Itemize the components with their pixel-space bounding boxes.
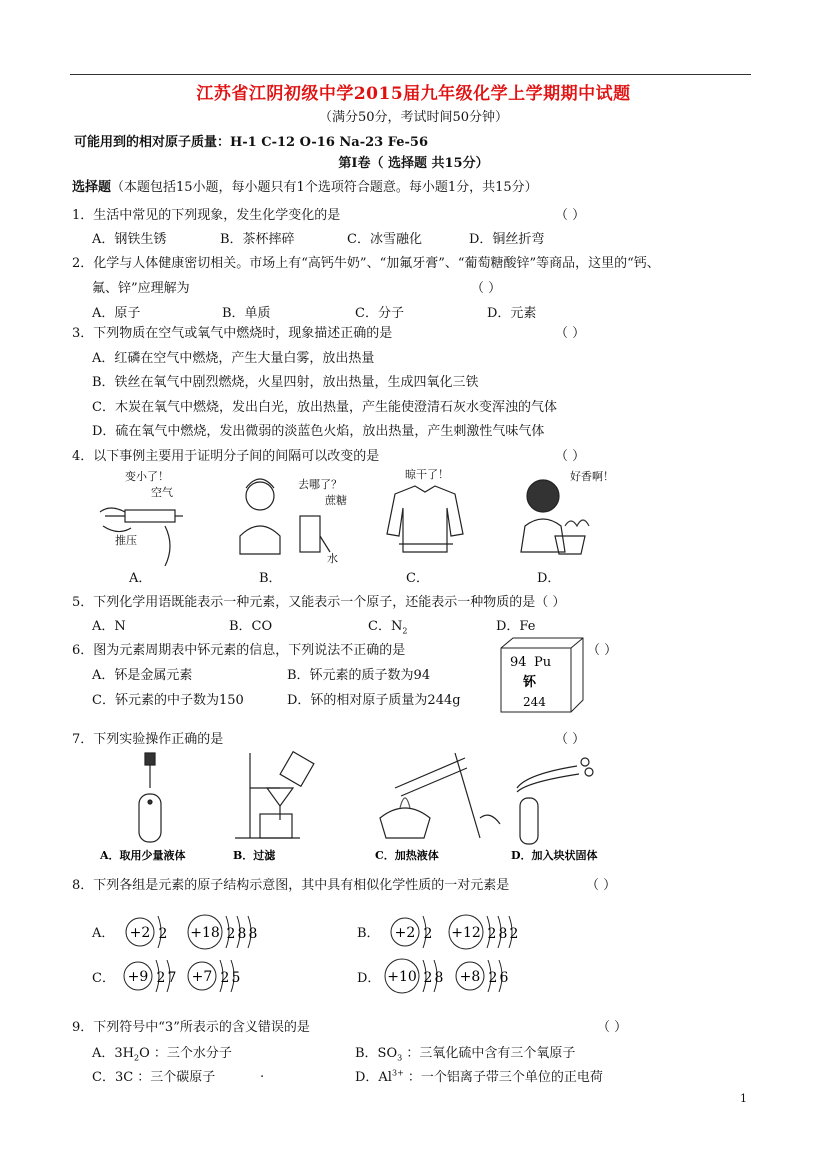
q5-stem: 5．下列化学用语既能表示一种元素，又能表示一个原子，还能表示一种物质的是（ ）: [72, 595, 566, 610]
q3-answer-paren: （ ）: [555, 326, 586, 341]
element-name: 钚: [523, 675, 537, 690]
q4-option-a: A．: [129, 571, 152, 586]
q8-option-b: B．: [357, 926, 380, 941]
element-atomic-number: 94: [510, 655, 527, 670]
top-rule: [70, 74, 751, 75]
q8-stem: 8．下列各组是元素的原子结构示意图，其中具有相似化学性质的一对元素是: [72, 878, 510, 893]
nucleus-charge: +12: [451, 925, 481, 941]
nucleus-charge: +2: [129, 925, 151, 941]
q4-a-air-label: 空气: [151, 486, 173, 499]
q4-b-caption: 去哪了？: [298, 478, 342, 491]
q4-illustrations: [95, 466, 625, 566]
tongs-illustration: [517, 758, 593, 844]
shell-electron-count: 2: [220, 970, 230, 986]
girl-beaker-illustration: [240, 477, 347, 565]
q3-option-c: C．木炭在氧气中燃烧，发出白光，放出热量，产生能使澄清石灰水变浑浊的气体: [92, 400, 557, 415]
q6-stem: 6．图为元素周期表中钚元素的信息，下列说法不正确的是: [72, 643, 406, 658]
q5-option-b: B．CO: [229, 619, 273, 634]
q4-b-water-label: 水: [327, 552, 338, 565]
q2-stem: 2．化学与人体健康密切相关。市场上有“高钙牛奶”、“加氟牙膏”、“葡萄糖酸锌”等商品，这里的“钙、: [72, 256, 660, 271]
q6-option-a: A．钚是金属元素: [92, 668, 193, 683]
q6-option-b: B．钚元素的质子数为94: [287, 668, 431, 683]
q9-option-a: A．$3H_2O$ ：三个水分子: [92, 1046, 232, 1063]
q5-option-a: A．N: [92, 619, 126, 634]
q2-answer-paren: （ ）: [471, 281, 502, 296]
shell-electron-count: 7: [167, 970, 177, 986]
q6-option-d: D．钚的相对原子质量为244g: [287, 693, 461, 708]
q4-option-b: B．: [259, 571, 282, 586]
shell-electron-count: 2: [423, 926, 433, 942]
q9-stray-dot: .: [260, 1066, 265, 1081]
q4-stem: 4．以下事例主要用于证明分子间的间隔可以改变的是: [72, 449, 380, 464]
q7-illustrations: [95, 748, 630, 866]
q1-option-b: B．茶杯摔碎: [220, 232, 295, 247]
q8-option-a: A．: [92, 926, 115, 941]
shell-electron-count: 8: [498, 926, 508, 942]
q9-answer-paren: （ ）: [597, 1020, 628, 1035]
q7-option-a: A．取用少量液体: [100, 849, 186, 862]
q8-option-d: D．: [357, 971, 381, 986]
page-number: 1: [740, 1092, 747, 1105]
shell-electron-count: 6: [499, 970, 509, 986]
atom-diagram-d1: [385, 959, 443, 993]
q2-option-b: B．单质: [222, 306, 271, 321]
syringe-illustration: [100, 469, 183, 566]
shell-electron-count: 8: [434, 970, 444, 986]
cooking-illustration: [521, 469, 614, 554]
element-card-plutonium: [497, 634, 587, 716]
q3-option-d: D．硫在氧气中燃烧，发出微弱的淡蓝色火焰，放出热量，产生刺激性气味气体: [92, 424, 545, 439]
q6-answer-paren: （ ）: [587, 643, 618, 658]
shell-electron-count: 2: [423, 970, 433, 986]
page-title: 江苏省江阴初级中学2015届九年级化学上学期期中试题: [196, 84, 631, 104]
q2-option-a: A．原子: [92, 306, 141, 321]
q7-stem: 7．下列实验操作正确的是: [72, 732, 224, 747]
atom-diagram-a1: [126, 916, 167, 948]
atom-diagram-a2: [188, 915, 257, 949]
q3-option-b: B．铁丝在氧气中剧烈燃烧，火星四射，放出热量，生成四氧化三铁: [92, 375, 479, 390]
shell-electron-count: 2: [226, 926, 236, 942]
q5-option-c: C．$N_2$: [368, 619, 408, 636]
instructions: 选择题（本题包括15小题，每小题只有1个选项符合题意。每小题1分，共15分）: [72, 180, 538, 195]
q4-answer-paren: （ ）: [555, 449, 586, 464]
q1-stem: 1．生活中常见的下列现象，发生化学变化的是: [72, 208, 341, 223]
nucleus-charge: +8: [459, 969, 481, 985]
shell-electron-count: 2: [488, 970, 498, 986]
element-symbol: Pu: [534, 655, 552, 670]
section-title: 第Ⅰ卷（ 选择题 共15分）: [338, 156, 489, 171]
q1-option-a: A．钢铁生锈: [92, 232, 167, 247]
q9-option-c: C．3C ：三个碳原子: [92, 1070, 216, 1085]
atom-diagram-d2: [456, 960, 509, 992]
q8-option-c: C．: [92, 971, 115, 986]
q5-option-d: D．Fe: [496, 619, 536, 634]
q4-d-caption: 好香啊！: [570, 470, 614, 483]
nucleus-charge: +2: [394, 925, 416, 941]
sweater-illustration: [387, 467, 463, 552]
q1-option-c: C．冰雪融化: [347, 232, 422, 247]
q4-option-c: C．: [406, 571, 429, 586]
q6-option-c: C．钚元素的中子数为150: [92, 693, 244, 708]
q2-option-c: C．分子: [355, 306, 404, 321]
dropper-illustration: [139, 753, 161, 842]
exam-info: （满分50分，考试时间50分钟）: [318, 110, 509, 125]
shell-electron-count: 8: [237, 926, 247, 942]
q2-stem-cont: 氟、锌”应理解为: [92, 281, 190, 296]
q1-answer-paren: （ ）: [555, 208, 586, 223]
atom-diagram-b1: [391, 916, 432, 948]
atom-diagram-b2: [449, 915, 518, 949]
shell-electron-count: 8: [248, 926, 258, 942]
filtration-illustration: [235, 752, 314, 838]
q4-a-caption: 变小了！: [125, 470, 169, 483]
q9-stem: 9．下列符号中“3”所表示的含义错误的是: [72, 1020, 310, 1035]
q7-option-c: C．加热液体: [375, 849, 439, 862]
atomic-structure-diagrams: [110, 900, 530, 1000]
q4-option-d: D．: [537, 571, 561, 586]
element-mass: 244: [523, 695, 546, 709]
q1-option-d: D．铜丝折弯: [469, 232, 545, 247]
q8-answer-paren: （ ）: [586, 878, 617, 893]
q3-stem: 3．下列物质在空气或氧气中燃烧时，现象描述正确的是: [72, 326, 393, 341]
q7-option-d: D．加入块状固体: [511, 849, 598, 862]
atom-diagram-c1: [124, 960, 176, 992]
atomic-masses: 可能用到的相对原子质量：H-1 C-12 O-16 Na-23 Fe-56: [74, 135, 429, 150]
q9-option-d: D．$Al^{3+}$ ：一个铝离子带三个单位的正电荷: [355, 1068, 603, 1085]
shell-electron-count: 2: [509, 926, 519, 942]
shell-electron-count: 2: [487, 926, 497, 942]
nucleus-charge: +9: [127, 969, 149, 985]
atom-diagram-c2: [188, 960, 240, 992]
nucleus-charge: +18: [190, 925, 220, 941]
q7-option-b: B．过滤: [233, 849, 276, 862]
nucleus-charge: +7: [191, 969, 213, 985]
q7-answer-paren: （ ）: [555, 732, 586, 747]
q4-b-sugar-label: 蔗糖: [325, 494, 347, 507]
q9-option-b: B．$SO_3$ ：三氧化硫中含有三个氧原子: [355, 1046, 576, 1063]
q4-c-caption: 晾干了！: [405, 468, 449, 481]
shell-electron-count: 5: [231, 970, 241, 986]
q4-a-push-label: 推压: [115, 534, 137, 547]
shell-electron-count: 2: [158, 926, 168, 942]
q3-option-a: A．红磷在空气中燃烧，产生大量白雾，放出热量: [92, 351, 375, 366]
nucleus-charge: +10: [387, 969, 417, 985]
shell-electron-count: 2: [156, 970, 166, 986]
heating-illustration: [380, 753, 500, 838]
q2-option-d: D．元素: [487, 306, 537, 321]
